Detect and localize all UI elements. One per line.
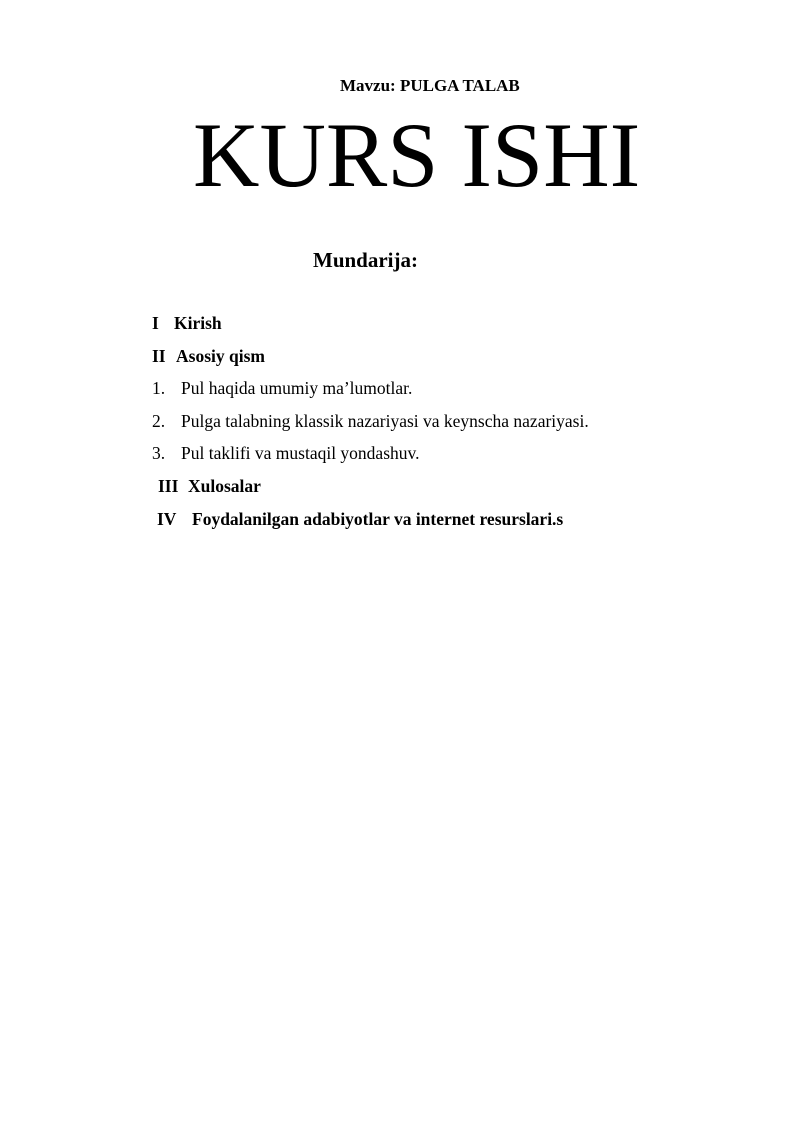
toc-item-label: Pul taklifi va mustaqil yondashuv. <box>181 443 420 464</box>
toc-item-label: Foydalanilgan adabiyotlar va internet resurslari.s <box>192 508 564 529</box>
toc-item-number: I <box>152 313 159 333</box>
table-of-contents <box>152 311 772 539</box>
toc-item-asosiy-qism <box>152 344 772 377</box>
toc-item-label: Asosiy qism <box>176 345 265 366</box>
toc-item-number: 3. <box>152 443 166 464</box>
toc-item-kirish <box>152 311 772 344</box>
toc-item-label: Xulosalar <box>188 475 261 496</box>
toc-item-pulga-talab-nazariyasi <box>152 409 772 442</box>
topic-label: Mavzu: PULGA TALAB <box>340 76 520 95</box>
toc-item-pul-taklifi <box>152 441 772 474</box>
toc-item-label: Kirish <box>174 313 222 333</box>
toc-item-number: 2. <box>152 410 166 431</box>
toc-item-number: III <box>158 475 179 496</box>
toc-item-xulosalar <box>152 474 772 507</box>
toc-item-number: IV <box>157 508 177 529</box>
document-title: KURS ISHI <box>193 104 641 206</box>
toc-item-number: II <box>152 345 166 366</box>
toc-item-number: 1. <box>152 378 166 399</box>
toc-item-adabiyotlar <box>152 507 772 540</box>
toc-item-label: Pulga talabning klassik nazariyasi va keynscha nazariyasi. <box>181 410 589 431</box>
toc-item-pul-haqida <box>152 376 772 409</box>
toc-item-label: Pul haqida umumiy ma’lumotlar. <box>181 378 413 399</box>
toc-heading: Mundarija: <box>313 248 418 272</box>
